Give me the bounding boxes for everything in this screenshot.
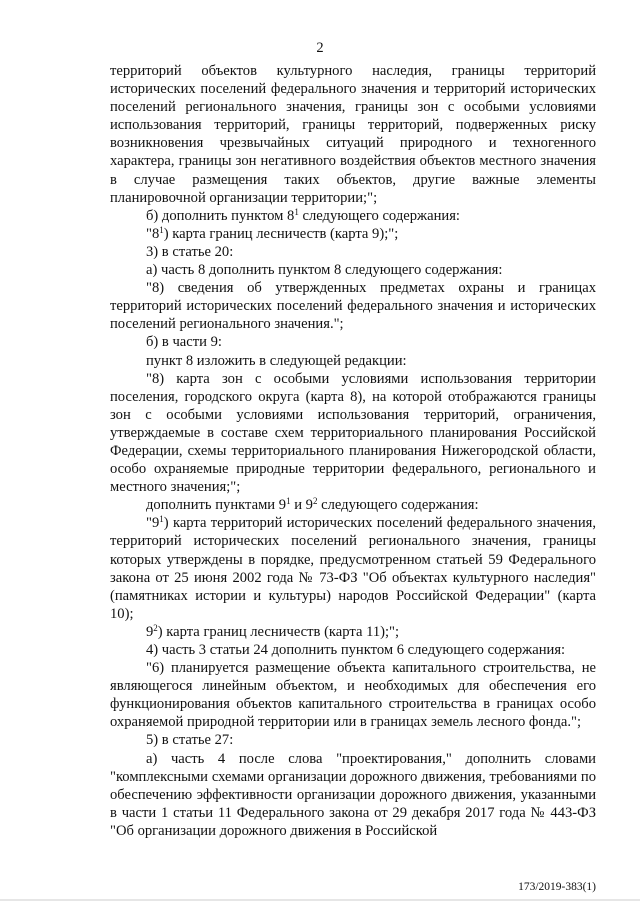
paragraph-text: б) в части 9: bbox=[146, 334, 222, 351]
paragraph-text: "6) планируется размещение объекта капитального строительства, не являющегося линейным объектом, и необходимых для обеспечения его функционирования объектов капитального строительства в границах особо охраняемой природной территории или в границах земель лесного фонда."; bbox=[110, 660, 596, 731]
paragraph bbox=[110, 731, 596, 749]
paragraph-text: "9 bbox=[146, 515, 160, 532]
paragraph-text: 5) в статье 27: bbox=[146, 732, 234, 749]
paragraph-text: следующего содержания: bbox=[317, 497, 479, 514]
paragraph-text: а) часть 4 после слова "проектирования," дополнить словами "комплексными схемами организации дорожного движения, требованиями по обеспечению эффективности организации дорожного движения, указанными в части 1 статьи 11 Федерального закона от 29 декабря 2017 года № 443-ФЗ "Об организации дорожного движения в Российской bbox=[110, 750, 596, 839]
paragraph-text: б) дополнить пунктом 8 bbox=[146, 207, 295, 224]
paragraph bbox=[110, 352, 596, 370]
bottom-edge bbox=[0, 899, 640, 901]
paragraph bbox=[110, 641, 596, 659]
page-number: 2 bbox=[316, 40, 324, 56]
paragraph-text: "8 bbox=[146, 225, 160, 242]
paragraph-text: "8) карта зон с особыми условиями использования территории поселения, городского округа (карта 8), на которой отображаются границы зон с особыми условиями использования территорий, ограничения, утверждаемые в составе схем территориального планирования Российской Федерации, схемы территориального планирования Нижегородской области, особо охраняемые природные территории федерального, регионального и местного значения;"; bbox=[110, 370, 596, 496]
paragraph-text: ) карта территорий исторических поселений федерального значения, территорий исторических поселений регионального значения, границы которых утверждены в порядке, предусмотренном статьей 59 Федерального закона от 25 июня 2002 года № 73-ФЗ "Об объектах культурного наследия" (памятниках истории и культуры) народов Российской Федерации" (карта 10); bbox=[110, 515, 596, 622]
paragraph-text: территорий объектов культурного наследия, границы территорий исторических поселений федерального значения и территорий исторических поселений регионального значения, границы зон с особыми условиями использования территорий, границы территорий, подверженных риску возникновения чрезвычайных ситуаций природного и техногенного характера, границы зон негативного воздействия объектов местного значения в случае размещения таких объектов, другие важные элементы планировочной организации территории;"; bbox=[110, 63, 596, 206]
paragraph bbox=[110, 496, 596, 514]
document-code: 173/2019-383(1) bbox=[518, 881, 596, 893]
paragraph-text: а) часть 8 дополнить пунктом 8 следующего содержания: bbox=[146, 262, 503, 279]
superscript: 2 bbox=[312, 496, 318, 507]
paragraph-text: ) карта границ лесничеств (карта 11);"; bbox=[157, 623, 400, 640]
superscript: 2 bbox=[153, 622, 158, 633]
paragraph-text: 4) часть 3 статьи 24 дополнить пунктом 6 следующего содержания: bbox=[146, 642, 566, 658]
paragraph bbox=[110, 370, 596, 497]
superscript: 1 bbox=[159, 224, 164, 235]
superscript: 1 bbox=[294, 206, 299, 217]
paragraph bbox=[110, 333, 596, 351]
paragraph-text: дополнить пунктами 9 bbox=[146, 497, 287, 514]
paragraph bbox=[110, 225, 596, 243]
paragraph bbox=[110, 261, 596, 279]
document-body bbox=[110, 62, 596, 840]
paragraph-text: 9 bbox=[146, 623, 154, 640]
superscript: 1 bbox=[159, 514, 164, 525]
paragraph-text: и 9 bbox=[290, 497, 313, 514]
superscript: 1 bbox=[286, 496, 291, 507]
paragraph bbox=[110, 659, 596, 731]
paragraph bbox=[110, 207, 596, 225]
paragraph bbox=[110, 243, 596, 261]
paragraph-text: пункт 8 изложить в следующей редакции: bbox=[146, 352, 407, 369]
paragraph bbox=[110, 750, 596, 840]
paragraph bbox=[110, 623, 596, 641]
paragraph-text: ) карта границ лесничеств (карта 9);"; bbox=[163, 225, 399, 242]
paragraph bbox=[110, 279, 596, 333]
paragraph bbox=[110, 514, 596, 623]
paragraph-text: "8) сведения об утвержденных предметах охраны и границах территорий исторических поселений федерального значения и исторических поселений регионального значения."; bbox=[110, 280, 596, 333]
paragraph bbox=[110, 62, 596, 207]
paragraph-text: 3) в статье 20: bbox=[146, 243, 234, 260]
paragraph-text: следующего содержания: bbox=[298, 207, 460, 224]
